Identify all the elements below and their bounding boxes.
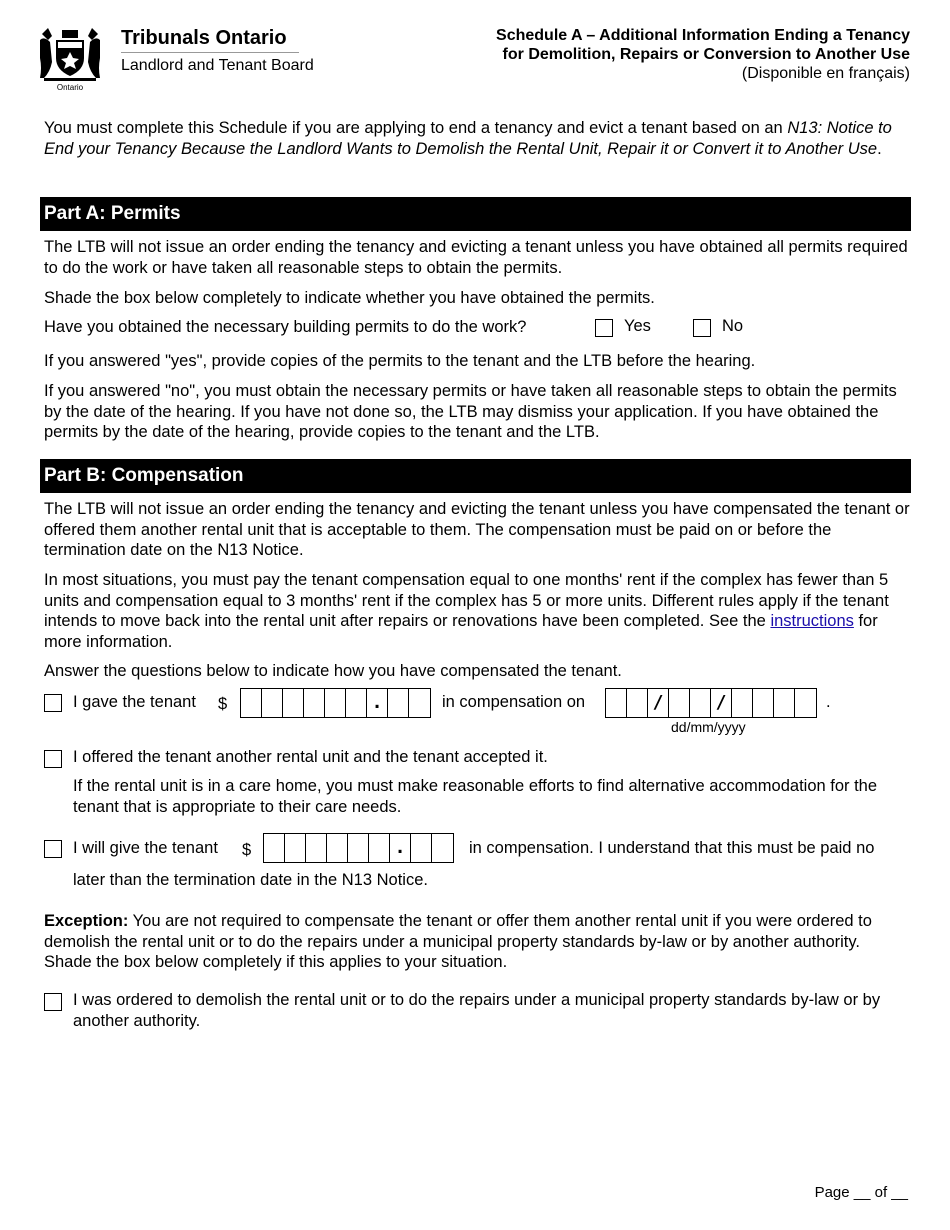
permits-question: Have you obtained the necessary building permits to do the work? — [44, 318, 527, 336]
date-day-cell[interactable] — [627, 689, 648, 717]
amount-digit-cell[interactable] — [241, 689, 262, 717]
amount-decimal-point: . — [390, 834, 411, 862]
title-line-1: Schedule A – Additional Information Ending a Tenancy — [496, 27, 910, 44]
intro-text: You must complete this Schedule if you are applying to end a tenancy and evict a tenant based on an — [44, 119, 788, 137]
ontario-logo — [34, 26, 106, 92]
part-a-heading: Part A: Permits — [40, 197, 911, 231]
compensation-date-input[interactable] — [605, 688, 817, 718]
in-compensation-on-label: in compensation on — [442, 693, 586, 711]
org-name: Tribunals Ontario — [121, 27, 287, 49]
org-subtitle: Landlord and Tenant Board — [121, 57, 314, 74]
date-separator: / — [648, 689, 669, 717]
will-give-amount-input[interactable] — [263, 833, 454, 863]
page-number: Page __ of __ — [814, 1184, 908, 1201]
part-b-p2-end: for more information. — [44, 612, 878, 651]
date-format-hint: dd/mm/yyyy — [671, 719, 746, 735]
exception-label: Exception: — [44, 912, 129, 930]
french-availability: (Disponible en français) — [741, 65, 910, 82]
amount-digit-cell[interactable] — [304, 689, 325, 717]
intro-paragraph — [44, 118, 910, 159]
date-year-cell[interactable] — [774, 689, 795, 717]
date-month-cell[interactable] — [690, 689, 711, 717]
amount-digit-cell[interactable] — [306, 834, 327, 862]
will-give-terms-cont: later than the termination date in the N13 Notice. — [73, 871, 428, 889]
amount-digit-cell[interactable] — [369, 834, 390, 862]
exception-text: You are not required to compensate the tenant or offer them another rental unit if you were ordered to demolish the rental unit or to do the repairs under a municipal property standards by-law or by another authority. Shade the box below completely if this applies to your situation. — [44, 912, 872, 971]
amount-digit-cell[interactable] — [262, 689, 283, 717]
permits-no-checkbox[interactable] — [693, 319, 711, 337]
amount-digit-cell[interactable] — [283, 689, 304, 717]
svg-text:Ontario: Ontario — [56, 83, 84, 92]
gave-compensation-checkbox[interactable] — [44, 694, 62, 712]
part-b-p1: The LTB will not issue an order ending the tenancy and evicting the tenant unless you have compensated the tenant or offered them another rental unit that is acceptable to them. The compensation must be paid on or before the termination date on the N13 Notice. — [44, 500, 910, 559]
amount-digit-cell[interactable] — [325, 689, 346, 717]
date-separator: / — [711, 689, 732, 717]
part-a-p3: If you answered "yes", provide copies of the permits to the tenant and the LTB before the hearing. — [44, 352, 756, 370]
part-b-p3: Answer the questions below to indicate how you have compensated the tenant. — [44, 662, 622, 680]
date-day-cell[interactable] — [606, 689, 627, 717]
sentence-period: . — [826, 693, 831, 711]
dollar-sign: $ — [218, 695, 228, 713]
gave-amount-input[interactable] — [240, 688, 431, 718]
part-a-p2: Shade the box below completely to indicate whether you have obtained the permits. — [44, 289, 655, 307]
intro-notice-name: N13: Notice to End your Tenancy Because the Landlord Wants to Demolish the Rental Unit, Repair it or Convert it to Another Use — [44, 119, 892, 158]
date-year-cell[interactable] — [795, 689, 816, 717]
amount-digit-cell[interactable] — [264, 834, 285, 862]
ordered-demolish-label: I was ordered to demolish the rental unit or to do the repairs under a municipal property standards by-law or by another authority. — [73, 991, 881, 1030]
amount-cents-cell[interactable] — [388, 689, 409, 717]
instructions-link[interactable]: instructions — [770, 612, 854, 630]
amount-digit-cell[interactable] — [327, 834, 348, 862]
amount-digit-cell[interactable] — [348, 834, 369, 862]
form-title — [496, 26, 910, 83]
date-year-cell[interactable] — [732, 689, 753, 717]
part-b-p2-text: In most situations, you must pay the tenant compensation equal to one months' rent if the complex has fewer than 5 units and compensation equal to 3 months' rent if the complex has 5 or more units. Different rules apply if the tenant intends to move back into the rental unit after repairs or renovations have been completed. See the — [44, 571, 889, 630]
amount-decimal-point: . — [367, 689, 388, 717]
will-give-label: I will give the tenant — [73, 839, 218, 857]
part-a-p1: The LTB will not issue an order ending the tenancy and evicting a tenant unless you have obtained all permits required to do the work or have taken all reasonable steps to obtain the permits. — [44, 238, 908, 277]
permits-no-label: No — [722, 317, 744, 335]
permits-yes-checkbox[interactable] — [595, 319, 613, 337]
title-line-2: for Demolition, Repairs or Conversion to Another Use — [502, 46, 910, 63]
part-b-heading: Part B: Compensation — [40, 459, 911, 493]
amount-digit-cell[interactable] — [346, 689, 367, 717]
will-give-checkbox[interactable] — [44, 840, 62, 858]
care-home-note: If the rental unit is in a care home, you must make reasonable efforts to find alternative accommodation for the tenant that is appropriate to their care needs. — [73, 777, 878, 816]
amount-cents-cell[interactable] — [409, 689, 430, 717]
amount-cents-cell[interactable] — [432, 834, 453, 862]
ordered-demolish-checkbox[interactable] — [44, 993, 62, 1011]
permits-yes-label: Yes — [624, 317, 651, 335]
gave-compensation-label: I gave the tenant — [73, 693, 196, 711]
date-month-cell[interactable] — [669, 689, 690, 717]
offered-unit-label: I offered the tenant another rental unit and the tenant accepted it. — [73, 748, 548, 766]
part-b-p2 — [44, 570, 910, 652]
exception-paragraph — [44, 911, 910, 973]
will-give-terms: in compensation. I understand that this must be paid no — [469, 839, 875, 857]
dollar-sign-2: $ — [242, 841, 252, 859]
date-year-cell[interactable] — [753, 689, 774, 717]
intro-end: . — [877, 139, 882, 158]
amount-digit-cell[interactable] — [285, 834, 306, 862]
amount-cents-cell[interactable] — [411, 834, 432, 862]
org-divider — [121, 52, 299, 53]
part-a-p4: If you answered "no", you must obtain the necessary permits or have taken all reasonable steps to obtain the permits by the date of the hearing. If you have not done so, the LTB may dismiss your application. If you have obtained the permits by the date of the hearing, provide copies to the tenant and the LTB. — [44, 382, 897, 441]
offered-unit-checkbox[interactable] — [44, 750, 62, 768]
